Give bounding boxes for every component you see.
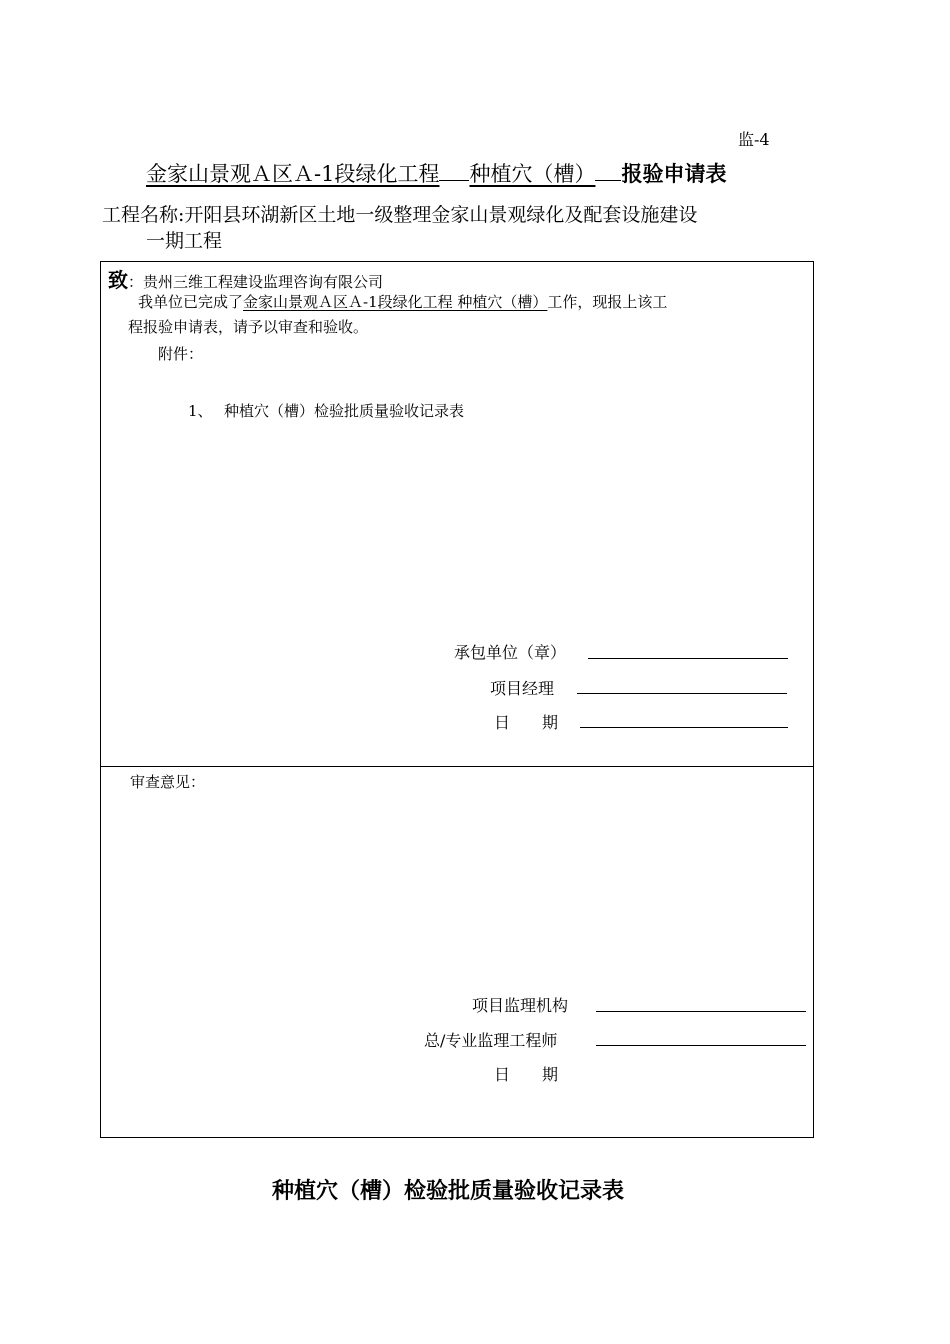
project-value: 开阳县环湖新区土地一级整理金家山景观绿化及配套设施建设 — [184, 204, 698, 226]
form-title — [146, 158, 726, 188]
attachment-item — [188, 400, 464, 421]
title-underline-gap — [439, 160, 469, 181]
project-name-line1 — [102, 200, 697, 227]
project-label: 工程名称: — [102, 204, 185, 226]
supervising-engineer-label: 总/专业监理工程师 — [424, 1031, 558, 1050]
contractor-seal-label: 承包单位（章） — [454, 643, 567, 662]
to-label: 致 — [108, 268, 128, 292]
text-work: 金家山景观Ａ区Ａ-1段绿化工程 种植穴（槽） — [243, 293, 548, 311]
project-name-line2: 一期工程 — [146, 230, 223, 252]
review-date-label: 日 期 — [494, 1065, 559, 1084]
project-manager-label: 项目经理 — [490, 679, 555, 698]
application-text-line2: 程报验申请表，请予以审查和验收。 — [128, 318, 369, 336]
project-manager-line — [577, 693, 787, 694]
application-date-line — [580, 727, 788, 728]
supervision-agency-label: 项目监理机构 — [472, 996, 569, 1015]
to-company: ：贵州三维工程建设监理咨询有限公司 — [128, 273, 384, 291]
attachment-number: 1、 — [188, 402, 213, 420]
form-code: 监-4 — [738, 130, 770, 149]
title-subject: 金家山景观Ａ区Ａ-1段绿化工程 — [146, 162, 440, 186]
review-label: 审查意见： — [130, 773, 206, 791]
title-item: 种植穴（槽） — [469, 162, 596, 186]
review-section — [100, 766, 814, 1138]
title-underline-gap — [595, 160, 621, 181]
text-suffix: 工作，现报上该工 — [547, 293, 668, 311]
application-text-line1 — [138, 291, 667, 312]
title-suffix: 报验申请表 — [621, 161, 727, 186]
supervising-engineer-line — [596, 1045, 806, 1046]
application-date-label: 日 期 — [494, 713, 559, 732]
attachments-label: 附件： — [158, 345, 204, 363]
addressee — [108, 264, 383, 293]
attachment-name: 种植穴（槽）检验批质量验收记录表 — [224, 402, 465, 420]
text-prefix: 我单位已完成了 — [138, 293, 244, 311]
next-form-title: 种植穴（槽）检验批质量验收记录表 — [272, 1178, 625, 1204]
supervision-agency-line — [596, 1011, 806, 1012]
contractor-seal-line — [588, 658, 788, 659]
